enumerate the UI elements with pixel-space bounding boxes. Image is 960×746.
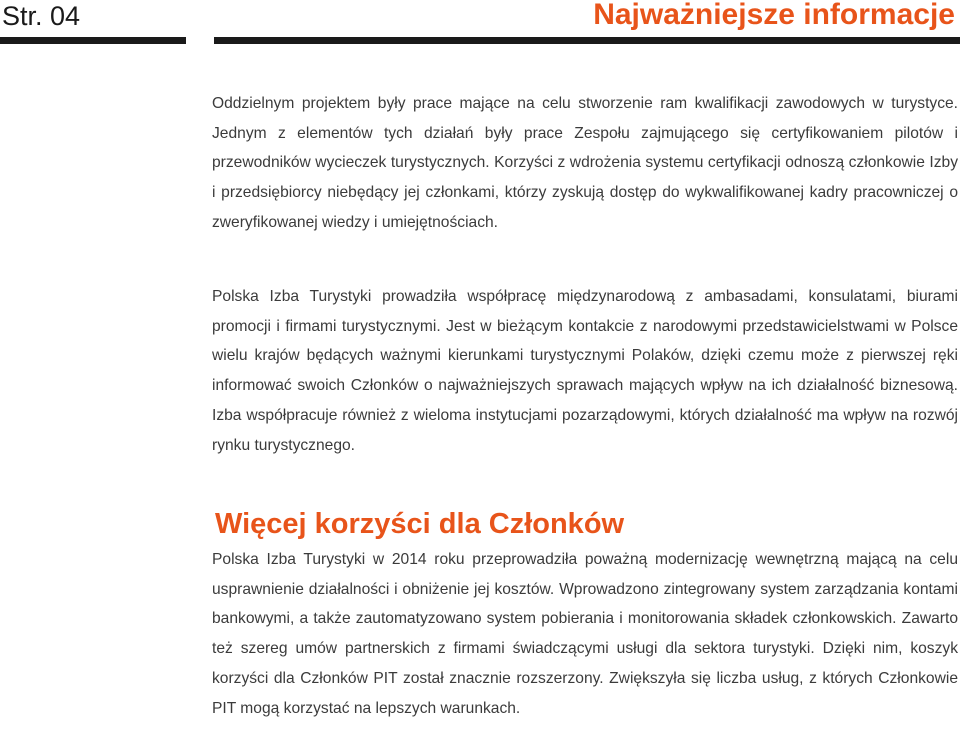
header-rule-right <box>214 37 960 44</box>
paragraph-text: Oddzielnym projektem były prace mające na celu stworzenie ram kwalifikacji zawodowych w turystyce. Jednym z elementów tych działań były prace Zespołu zajmującego się certyfikowaniem pilotów i przewodników wycieczek turystycznych. Korzyści z wdrożenia systemu certyfikacji odnoszą członkowie Izby i przedsiębiorcy niebędący jej członkami, którzy zyskują dostęp do wykwalifikowanej kadry pracowniczej o zweryfikowanej wiedzy i umiejętnościach. <box>212 95 958 231</box>
page-title: Najważniejsze informacje <box>593 0 955 31</box>
header-rule-left <box>0 37 186 44</box>
page-number: Str. 04 <box>2 1 81 31</box>
paragraph-text: Polska Izba Turystyki w 2014 roku przeprowadziła poważną modernizację wewnętrzną mającą na celu usprawnienie działalności i obniżenie jej kosztów. Wprowadzono zintegrowany system zarządzania kontami bankowymi, a także zautomatyzowano system pobierania i monitorowania składek członkowskich. Zawarto też szereg umów partnerskich z firmami świadczącymi usługi dla sektora turystyki. Dzięki nim, koszyk korzyści dla Członków PIT został znacznie rozszerzony. Zwiększyła się liczba usług, z których Członkowie PIT mogą korzystać na lepszych warunkach. <box>212 551 958 717</box>
page-header <box>0 0 960 48</box>
section-heading: Więcej korzyści dla Członków <box>215 508 625 540</box>
paragraph-member-benefits <box>212 545 958 723</box>
paragraph-text: Polska Izba Turystyki prowadziła współpracę międzynarodową z ambasadami, konsulatami, biurami promocji i firmami turystycznymi. Jest w bieżącym kontakcie z narodowymi przedstawicielstwami w Polsce wielu krajów będących ważnymi kierunkami turystycznymi Polaków, dzięki czemu może z pierwszej ręki informować swoich Członków o najważniejszych sprawach mających wpływ na ich działalność biznesową. Izba współpracuje również z wieloma instytucjami pozarządowymi, których działalność ma wpływ na rozwój rynku turystycznego. <box>212 288 958 454</box>
paragraph-international-cooperation <box>212 282 958 460</box>
paragraph-certification <box>212 89 958 238</box>
